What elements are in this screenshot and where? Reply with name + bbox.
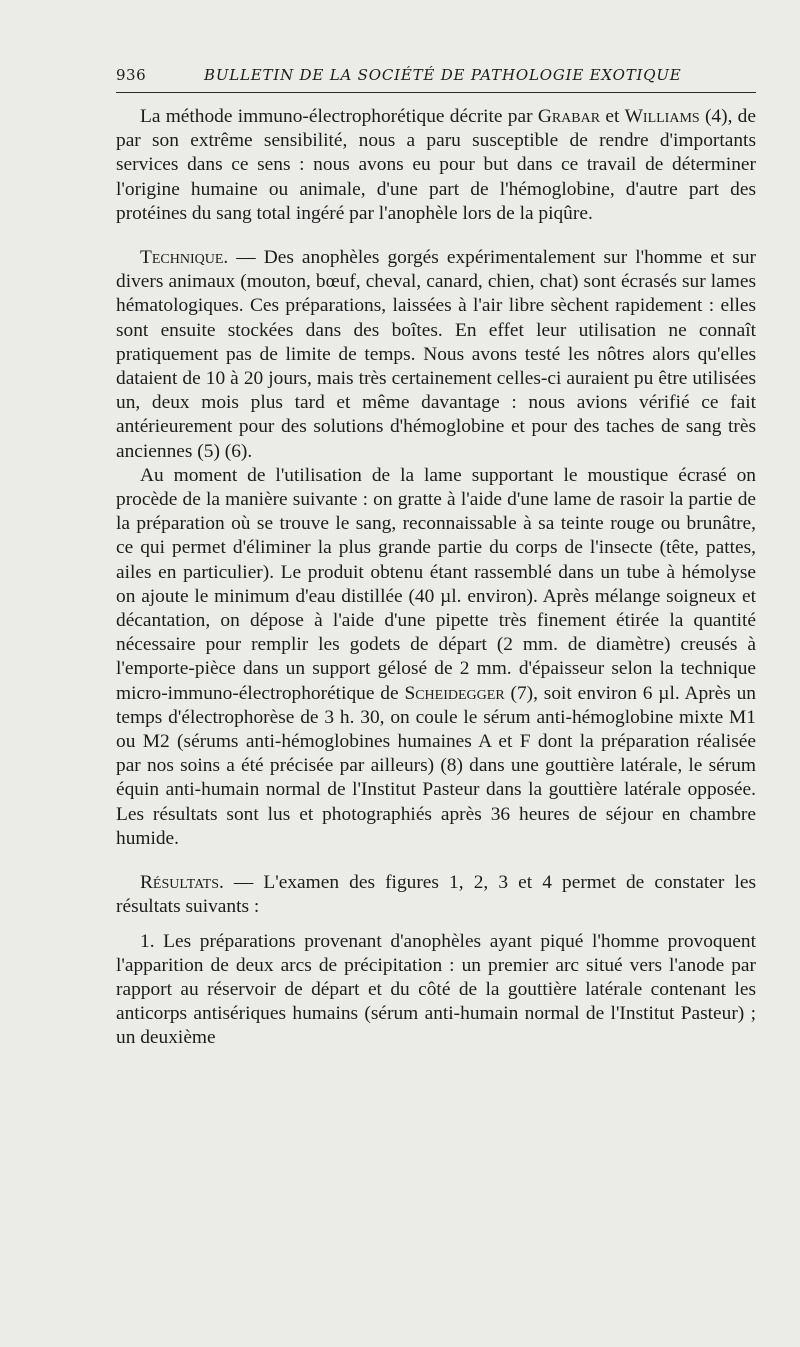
paragraph-intro [116, 105, 756, 226]
section-heading-resultats: Résultats. [140, 872, 224, 894]
header-rule [116, 92, 756, 93]
running-title: BULLETIN DE LA SOCIÉTÉ DE PATHOLOGIE EXOTIQUE [204, 66, 682, 84]
page-number: 936 [116, 66, 147, 84]
section-heading-technique: Technique. [140, 247, 229, 269]
text-run: — L'examen des figures 1, 2, 3 et 4 permet de constater les résultats suivants : [116, 872, 756, 918]
author-name-williams: Williams [624, 106, 700, 127]
author-name-grabar: Grabar [537, 106, 601, 127]
text-run: (7), soit environ 6 µl. Après un temps d'électrophorèse de 3 h. 30, on coule le sérum anti-hémoglobine mixte M1 ou M2 (sérums anti-hémoglobines humaines A et F dont la préparation réalisée par nos soins a été précisée par ailleurs) (8) dans une gouttière latérale, le sérum équin anti-humain normal de l'Institut Pasteur dans la gouttière latérale opposée. Les résultats sont lus et photographiés après 36 heures de séjour en chambre humide. [116, 682, 756, 849]
author-name-scheidegger: Scheidegger [404, 682, 505, 704]
paragraph-procedure [116, 464, 756, 851]
text-run: (4), de par son extrême sensibilité, nous a paru susceptible de rendre d'importants services dans ce sens : nous avons eu pour but dans ce travail de déterminer l'origine humaine ou animale, d'une part de l'hémoglobine, d'autre part des protéines du sang total ingéré par l'anophèle lors de la piqûre. [116, 106, 756, 224]
paragraph-technique [116, 246, 756, 464]
text-run: — Des anophèles gorgés expérimentalement sur l'homme et sur divers animaux (mouton, bœuf, cheval, canard, chien, chat) sont écrasés sur lames hématologiques. Ces préparations, laissées à l'air libre sèchent rapidement : elles sont ensuite stockées dans des boîtes. En effet leur utilisation ne connaît pratiquement pas de limite de temps. Nous avons testé les nôtres alors qu'elles dataient de 10 à 20 jours, mais très certainement celles-ci auraient pu être utilisées un, deux mois plus tard et même davantage : nous avions vérifié ce fait antérieurement pour des solutions d'hémoglobine et pour des taches de sang très anciennes (5) (6). [116, 247, 756, 462]
paragraph-result-1: 1. Les préparations provenant d'anophèles ayant piqué l'homme provoquent l'apparition de deux arcs de précipitation : un premier arc situé vers l'anode par rapport au réservoir de départ et du côté de la gouttière latérale contenant les anticorps antisériques humains (sérum anti-humain normal de l'Institut Pasteur) ; un deuxième [116, 930, 756, 1049]
paragraph-resultats [116, 871, 756, 919]
running-header [116, 66, 756, 90]
article-body [116, 105, 756, 1051]
text-run: et [600, 106, 625, 127]
text-run: Au moment de l'utilisation de la lame supportant le moustique écrasé on procède de la manière suivante : on gratte à l'aide d'une lame de rasoir la partie de la préparation où se trouve le sang, reconnaissable à sa teinte rouge ou brunâtre, ce qui permet d'éliminer la plus grande partie du corps de l'insecte (tête, pattes, ailes en particulier). Le produit obtenu étant rassemblé dans un tube à hémolyse on ajoute le minimum d'eau distillée (40 µl. environ). Après mélange soigneux et décantation, on dépose à l'aide d'une pipette très finement étirée la quantité nécessaire pour remplir les godets de départ (2 mm. de diamètre) creusés à l'emporte-pièce dans un support gélosé de 2 mm. d'épaisseur selon la technique micro-immuno-électrophorétique de [116, 464, 756, 704]
text-run: La méthode immuno-électrophorétique décrite par [140, 106, 538, 127]
